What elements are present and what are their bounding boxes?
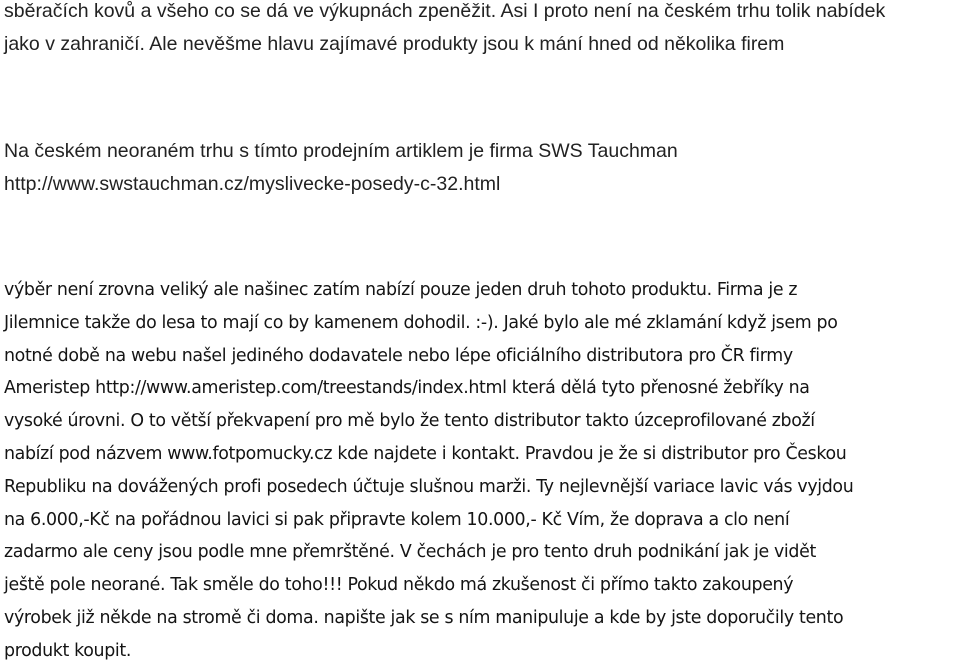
- text-line: vysoké úrovni. O to větší překvapení pro mě bylo že tento distributor takto úzceprofilované zboží: [4, 411, 815, 432]
- text-line: Ameristep http://www.ameristep.com/treestands/index.html která dělá tyto přenosné žebříky na: [4, 378, 810, 399]
- url-text: http://www.swstauchman.cz/myslivecke-posedy-c-32.html: [4, 173, 501, 195]
- intro-paragraph: [4, 0, 885, 61]
- text-line: výběr není zrovna veliký ale našinec zatím nabízí pouze jeden druh tohoto produktu. Firma je z: [4, 280, 798, 300]
- text-line: ještě pole neorané. Tak směle do toho!!! Pokud někdo má zkušenost či přímo takto zakoupený: [4, 575, 794, 596]
- text-line: zadarmo ale ceny jsou podle mne přemrštěné. V čechách je pro tento druh podnikání jak je vidět: [4, 542, 816, 563]
- text-line: notné době na webu našel jediného dodavatele nebo lépe oficiálního distributora pro ČR firmy: [4, 345, 793, 366]
- text-line: Republiku na dovážených profi posedech účtuje slušnou marži. Ty nejlevnější variace lavic vás vyjdou: [4, 476, 854, 497]
- text-line: sběračích kovů a všeho co se dá ve výkupnách zpeněžit. Asi I proto není na českém trhu tolik nabídek: [4, 0, 886, 22]
- text-line: výrobek již někde na stromě či doma. napište jak se s ním manipuluje a kde by jste doporučily tento: [4, 607, 844, 628]
- vendor-paragraph: [4, 135, 678, 201]
- text-line: nabízí pod názvem www.fotpomucky.cz kde najdete i kontakt. Pravdou je že si distributor pro Českou: [4, 443, 847, 464]
- main-paragraph: [4, 274, 853, 668]
- text-line: Na českém neoraném trhu s tímto prodejním artiklem je firma SWS Tauchman: [4, 140, 678, 162]
- text-line: jako v zahraničí. Ale nevěšme hlavu zajímavé produkty jsou k mání hned od několika firem: [4, 33, 785, 55]
- text-line: na 6.000,-Kč na pořádnou lavici si pak připravte kolem 10.000,- Kč Vím, že doprava a clo není: [4, 509, 790, 530]
- text-line: Jilemnice takže do lesa to mají co by kamenem dohodil. :-). Jaké bylo ale mé zklamání když jsem po: [4, 312, 838, 333]
- text-line: produkt koupit.: [4, 640, 132, 661]
